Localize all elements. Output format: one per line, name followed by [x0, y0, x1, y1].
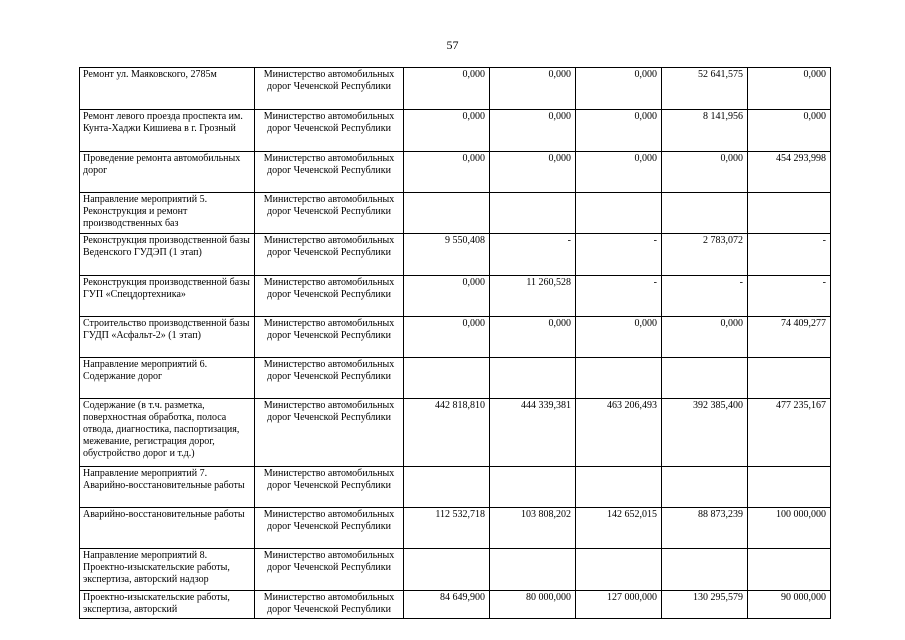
value-cell: 392 385,400	[662, 399, 748, 467]
table-row	[80, 317, 831, 358]
row-name-cell: Содержание (в т.ч. разметка, поверхностная обработка, полоса отвода, диагностика, паспортизация, межевание, регистрация дорог, обустройство дорог и т.д.)	[80, 399, 255, 467]
value-cell	[404, 193, 490, 234]
value-cell: 444 339,381	[490, 399, 576, 467]
row-name-cell: Проведение ремонта автомобильных дорог	[80, 152, 255, 193]
value-cell	[490, 358, 576, 399]
table-row	[80, 358, 831, 399]
value-cell: 100 000,000	[748, 508, 831, 549]
budget-table	[79, 67, 831, 619]
value-cell	[748, 549, 831, 591]
value-cell: 0,000	[748, 68, 831, 110]
value-cell: -	[748, 276, 831, 317]
value-cell: -	[576, 234, 662, 276]
executor-cell: Министерство автомобильных дорог Чеченской Республики	[255, 68, 404, 110]
value-cell	[662, 193, 748, 234]
executor-cell: Министерство автомобильных дорог Чеченской Республики	[255, 276, 404, 317]
value-cell	[748, 358, 831, 399]
executor-cell: Министерство автомобильных дорог Чеченской Республики	[255, 110, 404, 152]
value-cell: 0,000	[404, 276, 490, 317]
value-cell: -	[662, 276, 748, 317]
row-name-cell: Ремонт ул. Маяковского, 2785м	[80, 68, 255, 110]
value-cell: 0,000	[576, 110, 662, 152]
value-cell: 74 409,277	[748, 317, 831, 358]
value-cell: 0,000	[404, 317, 490, 358]
value-cell: 0,000	[490, 317, 576, 358]
table-row	[80, 234, 831, 276]
executor-cell: Министерство автомобильных дорог Чеченской Республики	[255, 467, 404, 508]
row-name-cell: Аварийно-восстановительные работы	[80, 508, 255, 549]
value-cell	[662, 358, 748, 399]
value-cell: 80 000,000	[490, 591, 576, 619]
value-cell: 103 808,202	[490, 508, 576, 549]
value-cell: 463 206,493	[576, 399, 662, 467]
value-cell	[404, 467, 490, 508]
executor-cell: Министерство автомобильных дорог Чеченской Республики	[255, 152, 404, 193]
value-cell: 0,000	[404, 68, 490, 110]
table-row	[80, 193, 831, 234]
value-cell: 127 000,000	[576, 591, 662, 619]
value-cell	[404, 549, 490, 591]
executor-cell: Министерство автомобильных дорог Чеченской Республики	[255, 317, 404, 358]
value-cell: 2 783,072	[662, 234, 748, 276]
value-cell: 142 652,015	[576, 508, 662, 549]
value-cell: 84 649,900	[404, 591, 490, 619]
value-cell: 0,000	[490, 152, 576, 193]
executor-cell: Министерство автомобильных дорог Чеченской Республики	[255, 508, 404, 549]
value-cell	[576, 358, 662, 399]
table-row	[80, 549, 831, 591]
row-name-cell: Проектно-изыскательские работы, экспертиза, авторский	[80, 591, 255, 619]
row-name-cell: Ремонт левого проезда проспекта им. Кунта-Хаджи Кишиева в г. Грозный	[80, 110, 255, 152]
value-cell: 0,000	[490, 68, 576, 110]
value-cell: 454 293,998	[748, 152, 831, 193]
value-cell: -	[490, 234, 576, 276]
row-name-cell: Направление мероприятий 6. Содержание дорог	[80, 358, 255, 399]
row-name-cell: Реконструкция производственной базы ГУП «Спецдортехника»	[80, 276, 255, 317]
row-name-cell: Направление мероприятий 5. Реконструкция и ремонт производственных баз	[80, 193, 255, 234]
value-cell	[404, 358, 490, 399]
table-row	[80, 399, 831, 467]
row-name-cell: Реконструкция производственной базы Веденского ГУДЭП (1 этап)	[80, 234, 255, 276]
value-cell: 477 235,167	[748, 399, 831, 467]
value-cell	[662, 549, 748, 591]
executor-cell: Министерство автомобильных дорог Чеченской Республики	[255, 358, 404, 399]
value-cell: 0,000	[404, 110, 490, 152]
executor-cell: Министерство автомобильных дорог Чеченской Республики	[255, 193, 404, 234]
value-cell	[576, 193, 662, 234]
value-cell: 90 000,000	[748, 591, 831, 619]
value-cell: 442 818,810	[404, 399, 490, 467]
value-cell: -	[576, 276, 662, 317]
row-name-cell: Направление мероприятий 7. Аварийно-восстановительные работы	[80, 467, 255, 508]
table-row	[80, 508, 831, 549]
table-row	[80, 110, 831, 152]
row-name-cell: Направление мероприятий 8. Проектно-изыскательские работы, экспертиза, авторский надзор	[80, 549, 255, 591]
table-row	[80, 68, 831, 110]
table-row	[80, 467, 831, 508]
value-cell: 0,000	[490, 110, 576, 152]
executor-cell: Министерство автомобильных дорог Чеченской Республики	[255, 549, 404, 591]
value-cell	[576, 549, 662, 591]
executor-cell: Министерство автомобильных дорог Чеченской Республики	[255, 591, 404, 619]
value-cell: 88 873,239	[662, 508, 748, 549]
value-cell: 0,000	[576, 68, 662, 110]
table-row	[80, 152, 831, 193]
value-cell: 0,000	[662, 152, 748, 193]
executor-cell: Министерство автомобильных дорог Чеченской Республики	[255, 399, 404, 467]
executor-cell: Министерство автомобильных дорог Чеченской Республики	[255, 234, 404, 276]
value-cell: -	[748, 234, 831, 276]
value-cell: 0,000	[576, 152, 662, 193]
value-cell: 11 260,528	[490, 276, 576, 317]
value-cell: 130 295,579	[662, 591, 748, 619]
value-cell	[748, 193, 831, 234]
value-cell: 112 532,718	[404, 508, 490, 549]
value-cell	[662, 467, 748, 508]
table-body	[80, 68, 831, 619]
page-number: 57	[446, 38, 459, 52]
value-cell	[490, 467, 576, 508]
value-cell: 0,000	[576, 317, 662, 358]
value-cell	[576, 467, 662, 508]
table-row	[80, 591, 831, 619]
value-cell: 0,000	[748, 110, 831, 152]
value-cell: 8 141,956	[662, 110, 748, 152]
table-row	[80, 276, 831, 317]
value-cell: 0,000	[404, 152, 490, 193]
value-cell	[748, 467, 831, 508]
row-name-cell: Строительство производственной базы ГУДП «Асфальт-2» (1 этап)	[80, 317, 255, 358]
value-cell: 0,000	[662, 317, 748, 358]
value-cell	[490, 193, 576, 234]
value-cell	[490, 549, 576, 591]
value-cell: 9 550,408	[404, 234, 490, 276]
value-cell: 52 641,575	[662, 68, 748, 110]
